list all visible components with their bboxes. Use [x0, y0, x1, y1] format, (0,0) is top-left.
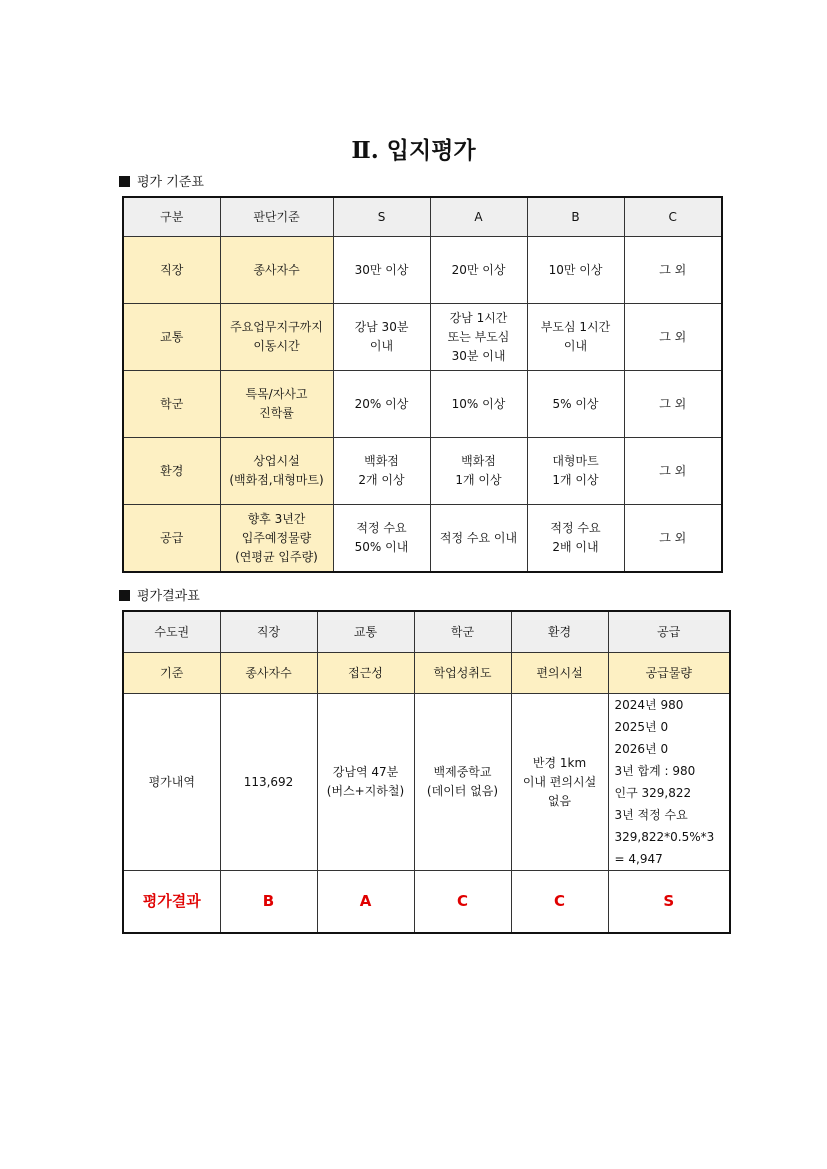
header-cell: 교통 — [317, 611, 414, 653]
detail-cell: 평가내역 — [123, 694, 220, 871]
grade-a-cell: 적정 수요 이내 — [430, 505, 527, 573]
result-section-text: 평가결과표 — [137, 589, 200, 604]
criterion-cell: 향후 3년간 입주예정물량 (연평균 입주량) — [220, 505, 333, 573]
grade-a-cell: 10% 이상 — [430, 371, 527, 438]
header-cell: 판단기준 — [220, 197, 333, 237]
criteria-section-label — [119, 171, 204, 190]
criterion-cell: 주요업무지구까지 이동시간 — [220, 304, 333, 371]
header-cell: A — [430, 197, 527, 237]
category-cell: 공급 — [123, 505, 220, 573]
grade-b-cell: 5% 이상 — [527, 371, 624, 438]
category-cell: 환경 — [123, 438, 220, 505]
criterion-cell: 종사자수 — [220, 237, 333, 304]
detail-cell: 반경 1km 이내 편의시설 없음 — [511, 694, 608, 871]
grade-c-cell: 그 외 — [624, 438, 722, 505]
header-cell: 수도권 — [123, 611, 220, 653]
header-cell: 학군 — [414, 611, 511, 653]
result-grade-cell: A — [317, 871, 414, 934]
criteria-cell: 편의시설 — [511, 653, 608, 694]
header-cell: C — [624, 197, 722, 237]
result-grade-cell: B — [220, 871, 317, 934]
criteria-row — [123, 653, 730, 694]
grade-b-cell: 부도심 1시간 이내 — [527, 304, 624, 371]
grade-s-cell: 강남 30분 이내 — [333, 304, 430, 371]
result-table — [122, 610, 731, 934]
table-row — [123, 304, 722, 371]
grade-s-cell: 30만 이상 — [333, 237, 430, 304]
result-row — [123, 871, 730, 934]
result-grade-cell: S — [608, 871, 730, 934]
result-section-label — [119, 585, 200, 604]
header-cell: 구분 — [123, 197, 220, 237]
grade-c-cell: 그 외 — [624, 304, 722, 371]
category-cell: 학군 — [123, 371, 220, 438]
result-grade-cell: C — [414, 871, 511, 934]
table-row — [123, 438, 722, 505]
grade-s-cell: 백화점 2개 이상 — [333, 438, 430, 505]
grade-s-cell: 20% 이상 — [333, 371, 430, 438]
criteria-cell: 학업성취도 — [414, 653, 511, 694]
criterion-cell: 특목/자사고 진학률 — [220, 371, 333, 438]
header-cell: 직장 — [220, 611, 317, 653]
result-header-row — [123, 611, 730, 653]
table-row — [123, 237, 722, 304]
criteria-header-row — [123, 197, 722, 237]
grade-a-cell: 백화점 1개 이상 — [430, 438, 527, 505]
grade-b-cell: 10만 이상 — [527, 237, 624, 304]
detail-cell: 113,692 — [220, 694, 317, 871]
criteria-cell: 공급물량 — [608, 653, 730, 694]
table-row — [123, 505, 722, 573]
grade-a-cell: 20만 이상 — [430, 237, 527, 304]
grade-c-cell: 그 외 — [624, 237, 722, 304]
supply-detail-cell: 2024년 980 2025년 0 2026년 0 3년 합계 : 980 인구 329,822 3년 적정 수요 329,822*0.5%*3 = 4,947 — [608, 694, 730, 871]
criteria-cell: 기준 — [123, 653, 220, 694]
criteria-section-text: 평가 기준표 — [137, 175, 204, 190]
grade-a-cell: 강남 1시간 또는 부도심 30분 이내 — [430, 304, 527, 371]
grade-b-cell: 대형마트 1개 이상 — [527, 438, 624, 505]
criteria-cell: 종사자수 — [220, 653, 317, 694]
square-bullet-icon — [119, 590, 130, 601]
criterion-cell: 상업시설 (백화점,대형마트) — [220, 438, 333, 505]
grade-c-cell: 그 외 — [624, 371, 722, 438]
header-cell: 공급 — [608, 611, 730, 653]
header-cell: B — [527, 197, 624, 237]
result-label-cell: 평가결과 — [123, 871, 220, 934]
grade-c-cell: 그 외 — [624, 505, 722, 573]
category-cell: 교통 — [123, 304, 220, 371]
header-cell: 환경 — [511, 611, 608, 653]
result-grade-cell: C — [511, 871, 608, 934]
detail-row — [123, 694, 730, 871]
header-cell: S — [333, 197, 430, 237]
detail-cell: 강남역 47분 (버스+지하철) — [317, 694, 414, 871]
grade-b-cell: 적정 수요 2배 이내 — [527, 505, 624, 573]
grade-s-cell: 적정 수요 50% 이내 — [333, 505, 430, 573]
criteria-table — [122, 196, 723, 573]
criteria-cell: 접근성 — [317, 653, 414, 694]
square-bullet-icon — [119, 176, 130, 187]
category-cell: 직장 — [123, 237, 220, 304]
detail-cell: 백제중학교 (데이터 없음) — [414, 694, 511, 871]
table-row — [123, 371, 722, 438]
page-title: Ⅱ. 입지평가 — [351, 137, 476, 164]
